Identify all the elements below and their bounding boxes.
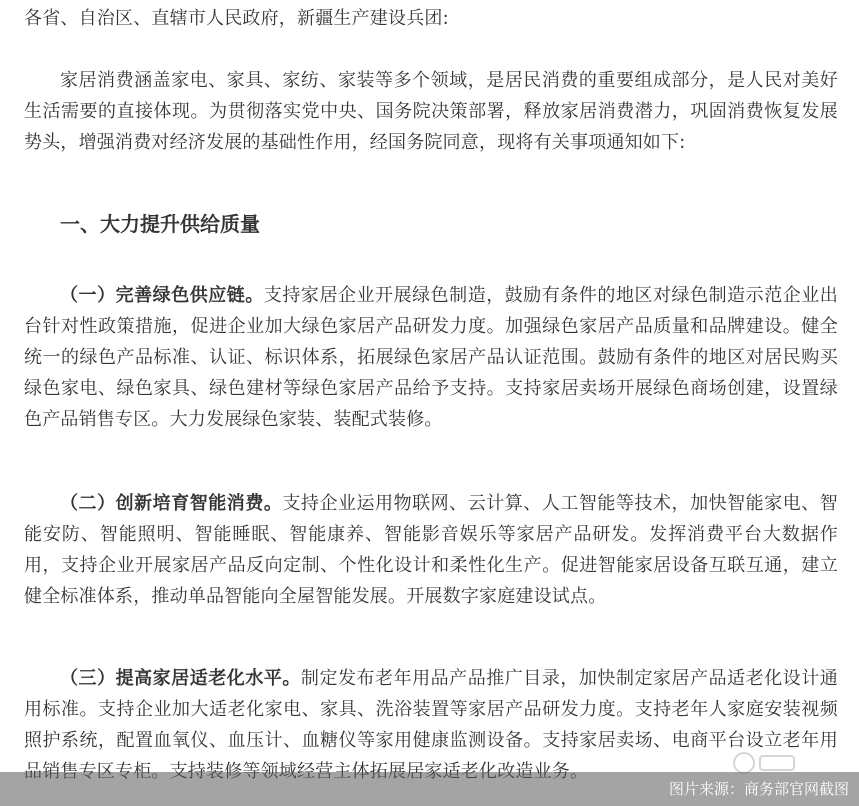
- section-heading-1: 一、大力提升供给质量: [60, 212, 260, 236]
- item-paragraph-2: [24, 488, 838, 612]
- item-paragraph-3: [24, 663, 838, 787]
- item-lead-2: （二）创新培育智能消费。: [60, 493, 283, 514]
- salutation: 各省、自治区、直辖市人民政府，新疆生产建设兵团:: [24, 8, 449, 29]
- image-source-caption: 图片来源：商务部官网截图: [668, 780, 849, 798]
- item-lead-1: （一）完善绿色供应链。: [60, 285, 264, 306]
- item-lead-3: （三）提高家居适老化水平。: [60, 668, 301, 689]
- image-source-caption-bar: [0, 772, 859, 806]
- intro-paragraph: 家居消费涵盖家电、家具、家纺、家装等多个领域，是居民消费的重要组成部分，是人民对美好生活需要的直接体现。为贯彻落实党中央、国务院决策部署，释放家居消费潜力，巩固消费恢复发展势头，增强消费对经济发展的基础性作用，经国务院同意，现将有关事项通知如下:: [24, 70, 838, 153]
- item-body-2: 支持企业运用物联网、云计算、人工智能等技术，加快智能家电、智能安防、智能照明、智能睡眠、智能康养、智能影音娱乐等家居产品研发。发挥消费平台大数据作用，支持企业开展家居产品反向定制、个性化设计和柔性化生产。促进智能家居设备互联互通，建立健全标准体系，推动单品智能向全屋智能发展。开展数字家庭建设试点。: [24, 493, 839, 607]
- item-paragraph-1: [24, 280, 838, 435]
- item-body-1: 支持家居企业开展绿色制造，鼓励有条件的地区对绿色制造示范企业出台针对性政策措施，促进企业加大绿色家居产品研发力度。加强绿色家居产品质量和品牌建设。健全统一的绿色产品标准、认证、标识体系，拓展绿色家居产品认证范围。鼓励有条件的地区对居民购买绿色家电、绿色家具、绿色建材等绿色家居产品给予支持。支持家居卖场开展绿色商场创建，设置绿色产品销售专区。大力发展绿色家装、装配式装修。: [24, 285, 839, 430]
- item-body-3: 制定发布老年用品产品推广目录，加快制定家居产品适老化设计通用标准。支持企业加大适老化家电、家具、洗浴装置等家居产品研发力度。支持老年人家庭安装视频照护系统，配置血氧仪、血压计、血糖仪等家用健康监测设备。支持家居卖场、电商平台设立老年用: [24, 668, 839, 751]
